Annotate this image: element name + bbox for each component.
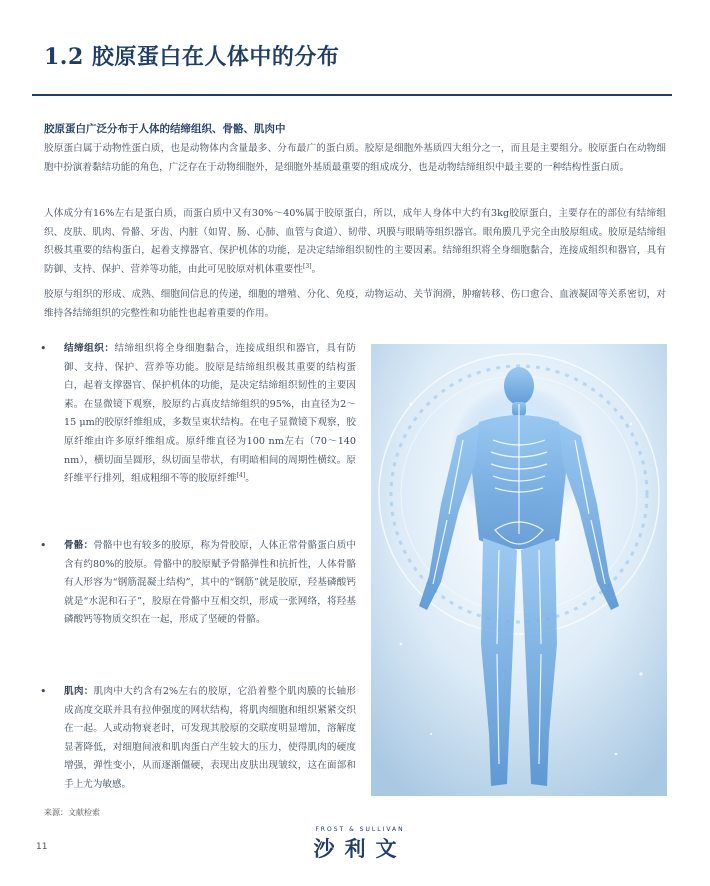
section-subheading: 胶原蛋白广泛分布于人体的结缔组织、骨骼、肌肉中: [44, 123, 286, 135]
glowing-body-figure: [371, 344, 667, 796]
title-divider: [32, 94, 672, 96]
bullet-end: 。: [245, 473, 255, 485]
page-title: 1.2 胶原蛋白在人体中的分布: [44, 44, 340, 70]
human-body-illustration: [371, 344, 667, 796]
bullet-bone: [40, 537, 356, 630]
bullet-text: 骨骼中也有较多的胶原，称为骨胶原，人体正常骨骼蛋白质中含有约80%的胶原。骨骼中的胶原赋予骨骼弹性和抗折性，人体骨骼有人形容为“钢筋混凝土结构”，其中的“钢筋”就是胶原，羟基磷酸钙就是“水泥和石子”，胶原在骨骼中互相交织，形成一张网络，将羟基磷酸钙等物质交织在一起，形成了坚硬的骨骼。: [64, 540, 357, 626]
bullet-term: 肌肉：: [64, 686, 94, 697]
bullet-body: [64, 683, 356, 795]
bullet-text: 结缔组织将全身细胞黏合，连接成组织和器官，具有防御、支持、保护、营养等功能。胶原是结缔组织极其重要的结构蛋白，起着支撑器官、保护机体的功能，是决定结缔组织韧性的主要因素。在显微镜下观察，胶原约占真皮结缔组织的95%，由直径为2～15 μm的胶原纤维组成，多数呈束状结构。在电子显微镜下观察，胶原纤维由许多原纤维组成。原纤维直径为100 nm左右（70～140 nm），横切面呈圆形，纵切面呈带状，有明暗相间的周期性横纹。原纤维平行排列，组成粗细不等的胶原纤维: [64, 343, 357, 485]
bullet-body: [64, 340, 356, 489]
intro-paragraph-1: 胶原蛋白属于动物性蛋白质，也是动物体内含量最多、分布最广的蛋白质。胶原是细胞外基质四大组分之一，而且是主要组分。胶原蛋白在动物细胞中扮演着黏结功能的角色，广泛存在于动物细胞外，是细胞外基质最重要的组成成分，也是动物结缔组织中最主要的一种结构性蛋白质。: [44, 143, 666, 173]
paragraph-2-text: 人体成分有16%左右是蛋白质，而蛋白质中又有30%～40%属于胶原蛋白，所以，成年人身体中大约有3kg胶原蛋白，主要存在的部位有结缔组织、皮肤、肌肉、骨骼、牙齿、内脏（如胃、肠、心肺、血管与食道）、韧带、巩膜与眼睛等组织器官。眼角膜几乎完全由胶原组成。胶原是结缔组织极其重要的结构蛋白，起着支撑器官、保护机体的功能，是决定结缔组织韧性的主要因素。结缔组织将全身细胞黏合，连接成组织和器官，具有防御、支持、保护、营养等功能，由此可见胶原对机体重要性: [44, 208, 666, 275]
source-note: 来源：文献检索: [44, 808, 100, 817]
bullet-text: 肌肉中大约含有2%左右的胶原，它沿着整个肌肉膜的长轴形成高度交联并具有拉伸强度的网状结构，将肌肉细胞和组织紧紧交织在一起。人或动物衰老时，可发现其胶原的交联度明显增加，溶解度显著降低，对细胞间液和肌肉蛋白产生较大的压力，使得肌肉的硬度增强，弹性变小，从而逐渐僵硬，表现出皮肤出现皱纹，这在面部和手上尤为敏感。: [64, 686, 356, 790]
paragraph-2-end: 。: [311, 263, 322, 275]
bullet-dot: •: [40, 342, 47, 355]
intro-paragraph-3: 胶原与组织的形成、成熟、细胞间信息的传递，细胞的增殖、分化、免疫，动物运动、关节润滑，肿瘤转移、伤口愈合、血液凝固等关系密切，对维持各结缔组织的完整性和功能性也起着重要的作用。: [44, 289, 666, 319]
bullet-muscle: [40, 683, 356, 795]
intro-paragraph-2: [44, 205, 666, 279]
logo-english: FROST & SULLIVAN: [315, 826, 405, 833]
page-number: 11: [36, 842, 48, 852]
bullet-connective-tissue: [40, 340, 356, 489]
bullet-dot: •: [40, 539, 47, 552]
bullet-body: [64, 537, 356, 630]
bullet-dot: •: [40, 685, 47, 698]
citation-ref-4: [4]: [236, 471, 246, 479]
bullet-term: 骨骼：: [64, 540, 94, 551]
logo-chinese: 沙利文: [313, 837, 407, 861]
citation-ref-3: [3]: [303, 262, 312, 270]
bullet-term: 结缔组织：: [64, 343, 115, 354]
